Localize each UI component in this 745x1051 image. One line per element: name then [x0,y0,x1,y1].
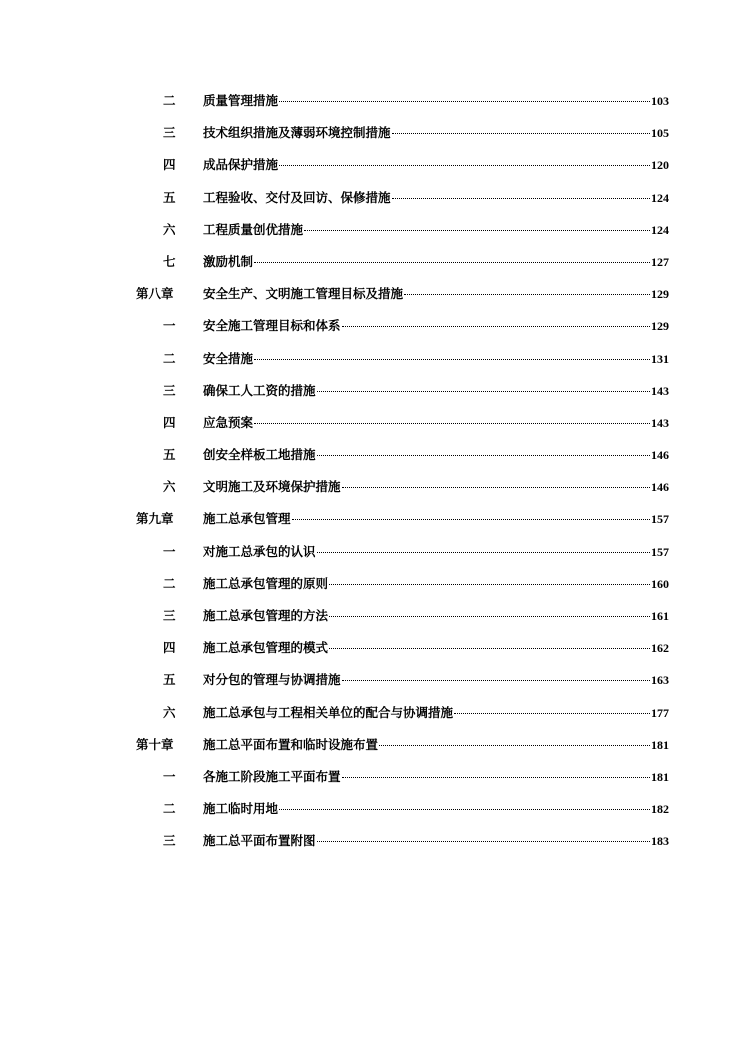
toc-entry[interactable] [0,574,745,606]
toc-entry-title[interactable]: 质量管理措施 [203,93,279,108]
toc-entry-title[interactable]: 确保工人工资的措施 [203,382,316,398]
toc-page-number[interactable]: 160 [651,576,669,591]
toc-entry[interactable] [0,606,745,638]
toc-entry[interactable] [0,445,745,477]
toc-page-number[interactable]: 127 [651,254,669,269]
toc-section-number: 五 [163,672,176,688]
toc-section-number: 二 [163,801,176,817]
toc-section-number: 二 [163,575,176,591]
toc-entry-body [203,703,669,723]
toc-leader-dots [329,584,650,585]
toc-leader-dots [254,423,650,424]
toc-leader-dots [342,680,650,681]
toc-leader-dots [392,133,650,134]
toc-entry-title[interactable]: 施工总平面布置附图 [203,833,316,849]
toc-entry-body [203,767,669,787]
toc-entry-title[interactable]: 对分包的管理与协调措施 [203,672,341,688]
toc-entry-body [203,284,669,304]
toc-entry-body [203,316,669,336]
toc-leader-dots [279,165,650,166]
toc-entry-title[interactable]: 安全生产、文明施工管理目标及措施 [203,286,404,302]
toc-section-number: 三 [163,382,176,398]
toc-leader-dots [329,616,650,617]
toc-entry[interactable] [0,509,745,541]
toc-section-number: 七 [163,253,176,269]
toc-entry-body [203,799,669,819]
toc-page-number[interactable]: 157 [651,544,669,559]
toc-entry[interactable] [0,735,745,767]
toc-page-number[interactable]: 120 [651,158,669,173]
toc-page-number[interactable]: 129 [651,319,669,334]
toc-entry[interactable] [0,542,745,574]
toc-section-number: 四 [163,157,176,173]
toc-entry-body [203,509,669,529]
toc-section-number: 二 [163,93,176,108]
toc-entry[interactable] [0,91,745,123]
toc-entry-title[interactable]: 施工总承包管理的原则 [203,575,329,591]
toc-entry-title[interactable]: 工程质量创优措施 [203,221,304,237]
toc-entry-body [203,188,669,208]
toc-leader-dots [279,101,650,102]
toc-entry-title[interactable]: 安全施工管理目标和体系 [203,318,341,334]
toc-entry-body [203,123,669,143]
toc-entry-title[interactable]: 各施工阶段施工平面布置 [203,768,341,784]
toc-page-number[interactable]: 183 [651,834,669,849]
toc-section-number: 一 [163,543,176,559]
toc-leader-dots [317,391,650,392]
toc-leader-dots [342,487,650,488]
toc-entry[interactable] [0,316,745,348]
toc-entry-body [203,381,669,401]
toc-entry-title[interactable]: 施工总平面布置和临时设施布置 [203,736,379,752]
toc-page-number[interactable]: 124 [651,222,669,237]
toc-entry-title[interactable]: 应急预案 [203,414,254,430]
toc-entry[interactable] [0,767,745,799]
toc-entry[interactable] [0,477,745,509]
toc-leader-dots [254,359,650,360]
toc-entry-body [203,413,669,433]
toc-page-number[interactable]: 143 [651,383,669,398]
toc-page-number[interactable]: 143 [651,415,669,430]
toc-section-number: 五 [163,447,176,463]
toc-page-number[interactable]: 105 [651,126,669,141]
toc-leader-dots [292,519,650,520]
toc-page-number[interactable]: 163 [651,673,669,688]
toc-leader-dots [379,745,650,746]
toc-entry[interactable] [0,413,745,445]
toc-entry-title[interactable]: 施工总承包与工程相关单位的配合与协调措施 [203,704,454,720]
toc-entry-body [203,638,669,658]
toc-leader-dots [254,262,650,263]
toc-leader-dots [392,198,650,199]
toc-section-number: 四 [163,640,176,656]
toc-entry-title[interactable]: 技术组织措施及薄弱环境控制措施 [203,125,391,141]
toc-entry-body [203,445,669,465]
toc-leader-dots [342,326,650,327]
toc-entry-body [203,735,669,755]
toc-page-number[interactable]: 181 [651,769,669,784]
toc-page-number[interactable]: 124 [651,190,669,205]
toc-leader-dots [279,809,650,810]
toc-leader-dots [304,230,650,231]
toc-page-number[interactable]: 157 [651,512,669,527]
toc-entry[interactable] [0,638,745,670]
toc-page-number[interactable]: 103 [651,94,669,108]
toc-entry[interactable] [0,349,745,381]
toc-entry[interactable] [0,831,745,863]
toc-leader-dots [454,713,650,714]
toc-entry-title[interactable]: 创安全样板工地措施 [203,447,316,463]
toc-entry-title[interactable]: 成品保护措施 [203,157,279,173]
toc-entry-body [203,220,669,240]
toc-entry-title[interactable]: 文明施工及环境保护措施 [203,479,341,495]
toc-entry[interactable] [0,220,745,252]
table-of-contents [0,91,745,864]
toc-page-number[interactable]: 161 [651,609,669,623]
toc-leader-dots [317,552,650,553]
toc-entry-body [203,91,669,111]
toc-chapter-number: 第十章 [136,736,174,752]
toc-page-number[interactable]: 131 [651,351,669,366]
toc-section-number: 六 [163,479,176,495]
toc-chapter-number: 第九章 [136,511,174,527]
toc-entry-title[interactable]: 施工临时用地 [203,801,279,817]
toc-page-number[interactable]: 146 [651,480,669,495]
toc-leader-dots [404,294,650,295]
toc-page-number[interactable]: 162 [651,641,669,656]
toc-entry-title[interactable]: 施工总承包管理 [203,511,291,527]
toc-entry[interactable] [0,284,745,316]
toc-entry-body [203,542,669,562]
toc-page-number[interactable]: 181 [651,737,669,752]
toc-section-number: 一 [163,318,176,334]
toc-leader-dots [317,455,650,456]
toc-page-number[interactable]: 129 [651,287,669,302]
toc-entry-title[interactable]: 工程验收、交付及回访、保修措施 [203,189,391,205]
toc-entry[interactable] [0,155,745,187]
toc-entry-title[interactable]: 激励机制 [203,253,254,269]
toc-entry-body [203,831,669,851]
toc-entry-title[interactable]: 施工总承包管理的方法 [203,608,329,623]
toc-entry[interactable] [0,252,745,284]
toc-entry-title[interactable]: 施工总承包管理的模式 [203,640,329,656]
toc-section-number: 五 [163,189,176,205]
toc-section-number: 六 [163,704,176,720]
toc-entry-body [203,606,669,626]
toc-leader-dots [342,777,650,778]
toc-page-number[interactable]: 146 [651,448,669,463]
toc-entry-body [203,349,669,369]
toc-entry-body [203,574,669,594]
toc-leader-dots [317,841,650,842]
toc-chapter-number: 第八章 [136,286,174,302]
toc-entry-body [203,477,669,497]
toc-entry[interactable] [0,381,745,413]
toc-entry-body [203,252,669,272]
toc-entry-title[interactable]: 对施工总承包的认识 [203,543,316,559]
toc-page-number[interactable]: 177 [651,705,669,720]
toc-section-number: 四 [163,414,176,430]
toc-page-number[interactable]: 182 [651,802,669,817]
toc-section-number: 二 [163,350,176,366]
toc-entry-title[interactable]: 安全措施 [203,350,254,366]
toc-entry[interactable] [0,188,745,220]
toc-section-number: 三 [163,833,176,849]
toc-entry[interactable] [0,799,745,831]
toc-section-number: 六 [163,221,176,237]
toc-entry[interactable] [0,670,745,702]
toc-section-number: 三 [163,125,176,141]
toc-entry-body [203,670,669,690]
toc-section-number: 一 [163,768,176,784]
toc-entry-body [203,155,669,175]
toc-leader-dots [329,648,650,649]
toc-entry[interactable] [0,123,745,155]
toc-entry[interactable] [0,703,745,735]
toc-section-number: 三 [163,608,176,623]
